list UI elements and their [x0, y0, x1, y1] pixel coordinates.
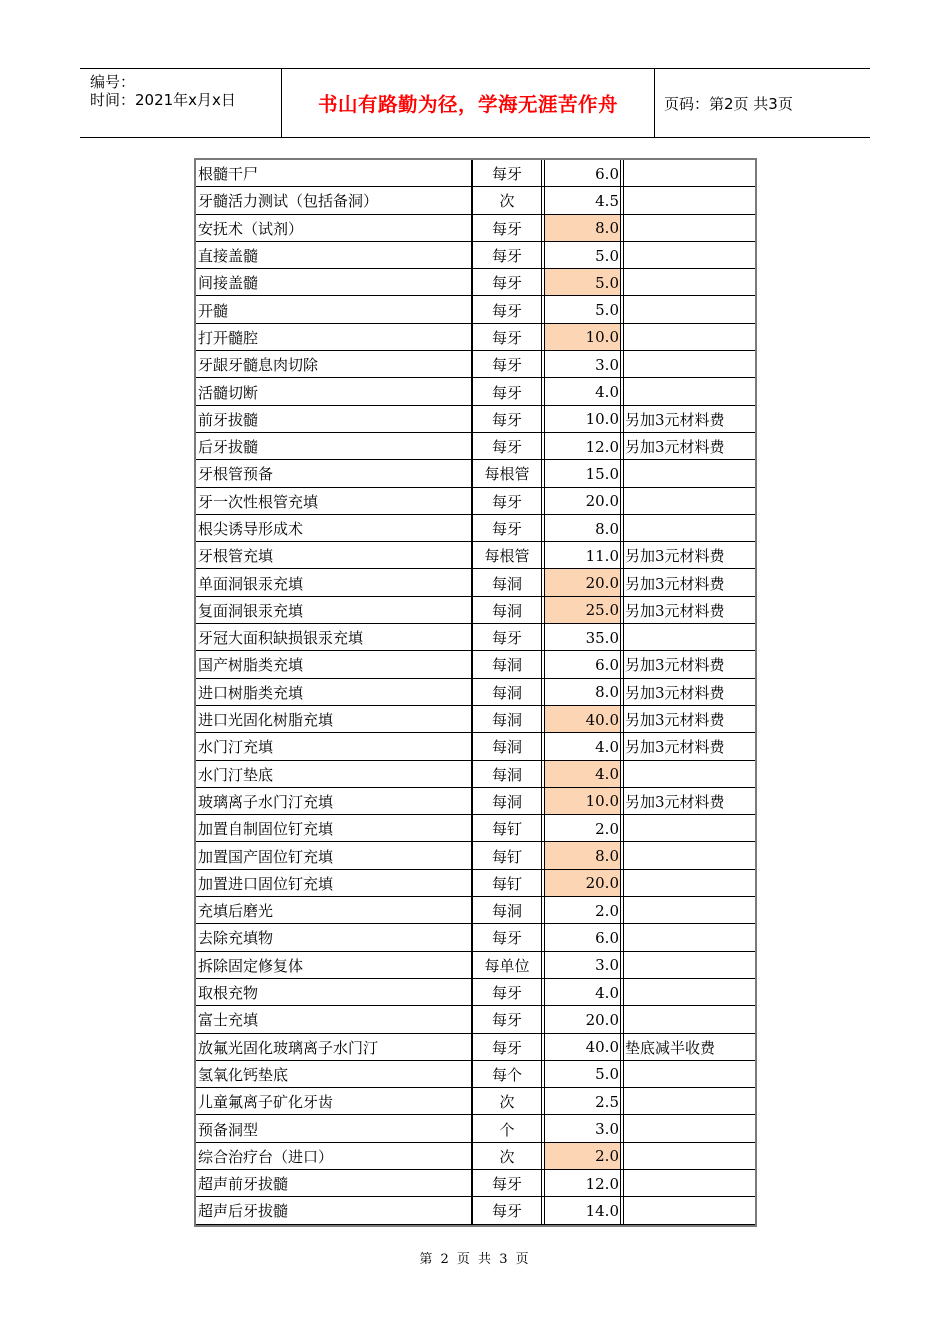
note-cell: 另加3元材料费 — [623, 679, 755, 706]
item-name-cell: 安抚术（试剂） — [196, 215, 472, 242]
note-cell — [623, 351, 755, 378]
note-cell — [623, 515, 755, 542]
unit-cell: 每牙 — [472, 406, 542, 433]
price-cell: 20.0 — [544, 870, 621, 897]
price-cell: 5.0 — [544, 242, 621, 269]
item-name-cell: 根髓干尸 — [196, 160, 472, 187]
unit-cell: 每根管 — [472, 460, 542, 487]
price-cell: 6.0 — [544, 651, 621, 678]
note-cell: 另加3元材料费 — [623, 733, 755, 760]
unit-cell: 每牙 — [472, 160, 542, 187]
item-name-cell: 进口树脂类充填 — [196, 679, 472, 706]
item-name-cell: 预备洞型 — [196, 1115, 472, 1142]
item-name-cell: 氢氧化钙垫底 — [196, 1061, 472, 1088]
unit-cell: 每牙 — [472, 1197, 542, 1224]
item-name-cell: 充填后磨光 — [196, 897, 472, 924]
price-cell: 4.0 — [544, 733, 621, 760]
item-name-cell: 国产树脂类充填 — [196, 651, 472, 678]
price-cell: 10.0 — [544, 324, 621, 351]
table-row — [196, 215, 755, 242]
note-cell: 另加3元材料费 — [623, 569, 755, 596]
price-cell: 20.0 — [544, 1006, 621, 1033]
table-row — [196, 924, 755, 951]
note-cell: 另加3元材料费 — [623, 651, 755, 678]
table-row — [196, 788, 755, 815]
unit-cell: 每牙 — [472, 324, 542, 351]
price-cell: 8.0 — [544, 842, 621, 869]
item-name-cell: 复面洞银汞充填 — [196, 597, 472, 624]
price-cell: 3.0 — [544, 351, 621, 378]
item-name-cell: 拆除固定修复体 — [196, 952, 472, 979]
table-row — [196, 242, 755, 269]
note-cell — [623, 1197, 755, 1224]
unit-cell: 每个 — [472, 1061, 542, 1088]
item-name-cell: 水门汀垫底 — [196, 761, 472, 788]
item-name-cell: 进口光固化树脂充填 — [196, 706, 472, 733]
unit-cell: 每洞 — [472, 597, 542, 624]
unit-cell: 每牙 — [472, 624, 542, 651]
item-name-cell: 去除充填物 — [196, 924, 472, 951]
unit-cell: 每牙 — [472, 296, 542, 323]
item-name-cell: 加置国产固位钉充填 — [196, 842, 472, 869]
item-name-cell: 开髓 — [196, 296, 472, 323]
header-meta — [90, 73, 236, 109]
table-row — [196, 870, 755, 897]
price-cell: 4.0 — [544, 761, 621, 788]
unit-cell: 每钉 — [472, 870, 542, 897]
table-row — [196, 1006, 755, 1033]
price-cell: 8.0 — [544, 515, 621, 542]
unit-cell: 每牙 — [472, 433, 542, 460]
table-row — [196, 597, 755, 624]
item-name-cell: 活髓切断 — [196, 378, 472, 405]
table-row — [196, 679, 755, 706]
unit-cell: 每牙 — [472, 924, 542, 951]
unit-cell: 每洞 — [472, 761, 542, 788]
page-header — [80, 68, 870, 138]
table-row — [196, 761, 755, 788]
unit-cell: 次 — [472, 1088, 542, 1115]
unit-cell: 每洞 — [472, 897, 542, 924]
price-cell: 2.0 — [544, 897, 621, 924]
note-cell — [623, 378, 755, 405]
item-name-cell: 后牙拔髓 — [196, 433, 472, 460]
time-label: 时间：2021年x月x日 — [90, 91, 236, 109]
price-cell: 35.0 — [544, 624, 621, 651]
note-cell — [623, 842, 755, 869]
unit-cell: 每牙 — [472, 351, 542, 378]
unit-cell: 每牙 — [472, 1006, 542, 1033]
table-row — [196, 1088, 755, 1115]
item-name-cell: 牙根管充填 — [196, 542, 472, 569]
unit-cell: 每牙 — [472, 215, 542, 242]
unit-cell: 每牙 — [472, 979, 542, 1006]
table-row — [196, 515, 755, 542]
item-name-cell: 牙冠大面积缺损银汞充填 — [196, 624, 472, 651]
table-row — [196, 1170, 755, 1197]
price-cell: 14.0 — [544, 1197, 621, 1224]
note-cell — [623, 624, 755, 651]
price-cell: 6.0 — [544, 924, 621, 951]
note-cell — [623, 924, 755, 951]
note-cell — [623, 952, 755, 979]
table-row — [196, 1034, 755, 1061]
table-row — [196, 406, 755, 433]
unit-cell: 每洞 — [472, 733, 542, 760]
unit-cell: 每洞 — [472, 651, 542, 678]
note-cell — [623, 296, 755, 323]
price-cell: 4.5 — [544, 187, 621, 214]
price-cell: 2.0 — [544, 815, 621, 842]
item-name-cell: 富士充填 — [196, 1006, 472, 1033]
item-name-cell: 牙龈牙髓息肉切除 — [196, 351, 472, 378]
price-cell: 11.0 — [544, 542, 621, 569]
table-row — [196, 542, 755, 569]
note-cell — [623, 1115, 755, 1142]
note-cell — [623, 242, 755, 269]
note-cell — [623, 160, 755, 187]
item-name-cell: 间接盖髓 — [196, 269, 472, 296]
price-cell: 4.0 — [544, 378, 621, 405]
item-name-cell: 单面洞银汞充填 — [196, 569, 472, 596]
unit-cell: 每根管 — [472, 542, 542, 569]
unit-cell: 次 — [472, 187, 542, 214]
table-row — [196, 569, 755, 596]
note-cell: 另加3元材料费 — [623, 406, 755, 433]
header-divider — [654, 69, 655, 137]
item-name-cell: 取根充物 — [196, 979, 472, 1006]
item-name-cell: 放氟光固化玻璃离子水门汀 — [196, 1034, 472, 1061]
table-row — [196, 1115, 755, 1142]
unit-cell: 每牙 — [472, 488, 542, 515]
unit-cell: 每牙 — [472, 378, 542, 405]
price-cell: 25.0 — [544, 597, 621, 624]
price-cell: 5.0 — [544, 1061, 621, 1088]
price-cell: 20.0 — [544, 569, 621, 596]
unit-cell: 每牙 — [472, 1170, 542, 1197]
item-name-cell: 打开髓腔 — [196, 324, 472, 351]
header-motto: 书山有路勤为径，学海无涯苦作舟 — [317, 93, 618, 116]
note-cell — [623, 1143, 755, 1170]
table-row — [196, 160, 755, 187]
price-cell: 10.0 — [544, 788, 621, 815]
unit-cell: 每牙 — [472, 242, 542, 269]
item-name-cell: 加置自制固位钉充填 — [196, 815, 472, 842]
code-label: 编号： — [90, 73, 136, 91]
note-cell — [623, 488, 755, 515]
table-row — [196, 651, 755, 678]
table-row — [196, 842, 755, 869]
note-cell — [623, 215, 755, 242]
unit-cell: 每牙 — [472, 1034, 542, 1061]
note-cell — [623, 1088, 755, 1115]
table-row — [196, 706, 755, 733]
item-name-cell: 综合治疗台（进口） — [196, 1143, 472, 1170]
note-cell — [623, 1170, 755, 1197]
item-name-cell: 儿童氟离子矿化牙齿 — [196, 1088, 472, 1115]
price-cell: 2.0 — [544, 1143, 621, 1170]
table-row — [196, 460, 755, 487]
price-cell: 12.0 — [544, 433, 621, 460]
note-cell: 另加3元材料费 — [623, 706, 755, 733]
table-row — [196, 187, 755, 214]
item-name-cell: 玻璃离子水门汀充填 — [196, 788, 472, 815]
note-cell — [623, 897, 755, 924]
unit-cell: 每钉 — [472, 815, 542, 842]
table-row — [196, 1061, 755, 1088]
unit-cell: 每单位 — [472, 952, 542, 979]
item-name-cell: 直接盖髓 — [196, 242, 472, 269]
note-cell: 另加3元材料费 — [623, 597, 755, 624]
price-cell: 20.0 — [544, 488, 621, 515]
note-cell — [623, 1006, 755, 1033]
table-row — [196, 733, 755, 760]
note-cell — [623, 979, 755, 1006]
table-row — [196, 351, 755, 378]
table-row — [196, 815, 755, 842]
note-cell: 另加3元材料费 — [623, 542, 755, 569]
price-cell: 3.0 — [544, 952, 621, 979]
price-cell: 6.0 — [544, 160, 621, 187]
page-footer: 第 2 页 共 3 页 — [419, 1252, 531, 1267]
unit-cell: 每牙 — [472, 269, 542, 296]
table-row — [196, 624, 755, 651]
price-cell: 12.0 — [544, 1170, 621, 1197]
note-cell — [623, 187, 755, 214]
table-row — [196, 488, 755, 515]
note-cell — [623, 269, 755, 296]
unit-cell: 每洞 — [472, 569, 542, 596]
note-cell — [623, 870, 755, 897]
price-cell: 4.0 — [544, 979, 621, 1006]
item-name-cell: 前牙拔髓 — [196, 406, 472, 433]
table-row — [196, 378, 755, 405]
header-page-label: 页码：第2页 共3页 — [664, 94, 793, 113]
price-cell: 5.0 — [544, 269, 621, 296]
unit-cell: 每洞 — [472, 706, 542, 733]
table-row — [196, 433, 755, 460]
table-row — [196, 1197, 755, 1224]
note-cell: 另加3元材料费 — [623, 788, 755, 815]
item-name-cell: 超声前牙拔髓 — [196, 1170, 472, 1197]
item-name-cell: 加置进口固位钉充填 — [196, 870, 472, 897]
unit-cell: 次 — [472, 1143, 542, 1170]
unit-cell: 每钉 — [472, 842, 542, 869]
note-cell — [623, 460, 755, 487]
note-cell — [623, 324, 755, 351]
table-row — [196, 1143, 755, 1170]
unit-cell: 每洞 — [472, 788, 542, 815]
table-row — [196, 296, 755, 323]
price-cell: 8.0 — [544, 215, 621, 242]
note-cell: 另加3元材料费 — [623, 433, 755, 460]
note-cell — [623, 815, 755, 842]
unit-cell: 每洞 — [472, 679, 542, 706]
item-name-cell: 根尖诱导形成术 — [196, 515, 472, 542]
table-row — [196, 979, 755, 1006]
item-name-cell: 牙髓活力测试（包括备洞） — [196, 187, 472, 214]
price-cell: 2.5 — [544, 1088, 621, 1115]
item-name-cell: 超声后牙拔髓 — [196, 1197, 472, 1224]
price-table — [194, 158, 757, 1227]
table-row — [196, 897, 755, 924]
item-name-cell: 水门汀充填 — [196, 733, 472, 760]
price-cell: 40.0 — [544, 1034, 621, 1061]
table-row — [196, 324, 755, 351]
price-cell: 5.0 — [544, 296, 621, 323]
unit-cell: 个 — [472, 1115, 542, 1142]
table-row — [196, 952, 755, 979]
note-cell: 垫底减半收费 — [623, 1034, 755, 1061]
price-cell: 15.0 — [544, 460, 621, 487]
price-cell: 8.0 — [544, 679, 621, 706]
item-name-cell: 牙根管预备 — [196, 460, 472, 487]
price-cell: 40.0 — [544, 706, 621, 733]
price-cell: 10.0 — [544, 406, 621, 433]
table-row — [196, 269, 755, 296]
unit-cell: 每牙 — [472, 515, 542, 542]
note-cell — [623, 1061, 755, 1088]
price-cell: 3.0 — [544, 1115, 621, 1142]
item-name-cell: 牙一次性根管充填 — [196, 488, 472, 515]
note-cell — [623, 761, 755, 788]
